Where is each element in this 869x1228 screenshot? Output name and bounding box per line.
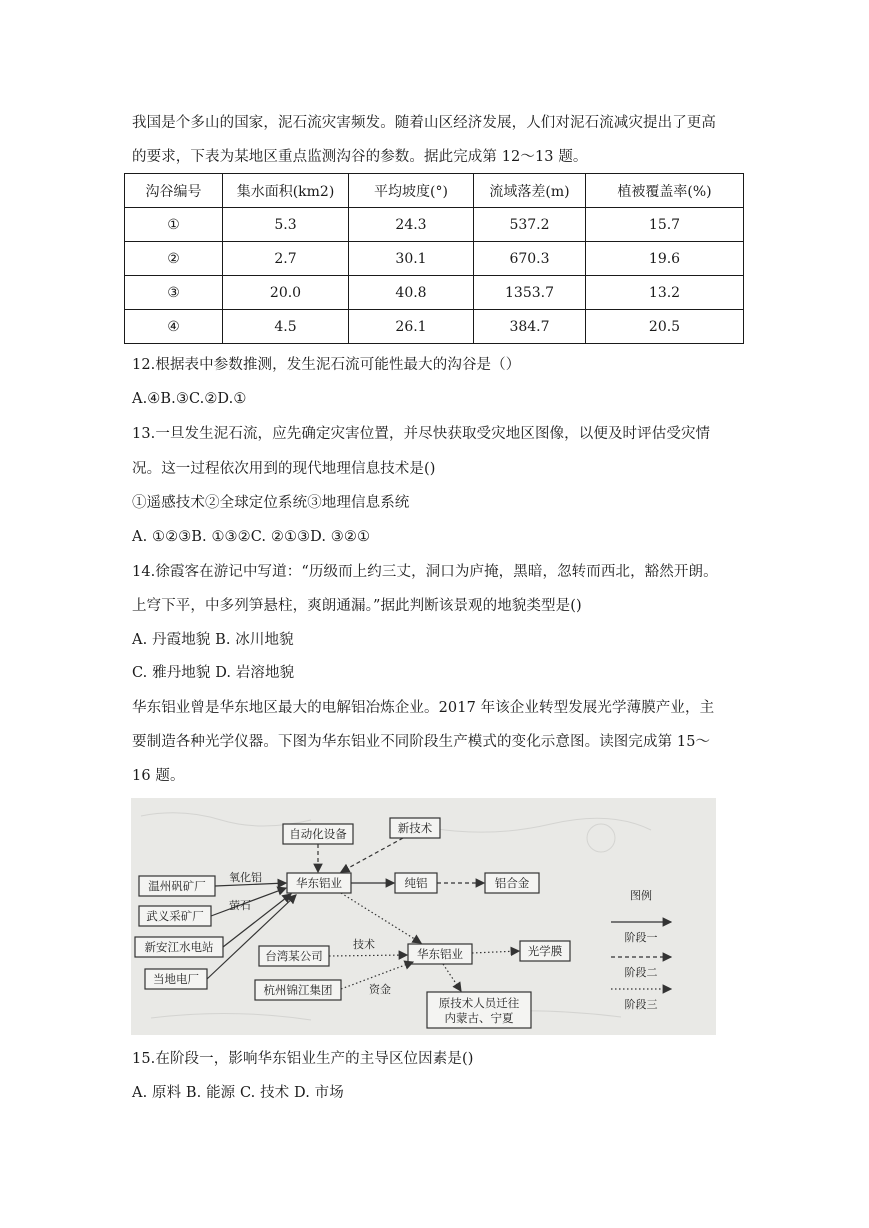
box-label: 华东铝业 bbox=[417, 947, 463, 961]
table-cell: 40.8 bbox=[349, 276, 474, 310]
box-label: 内蒙古、宁夏 bbox=[444, 1011, 514, 1025]
table-cell: 670.3 bbox=[474, 242, 586, 276]
question-14-options: A. 丹霞地貌 B. 冰川地貌 bbox=[132, 632, 294, 648]
box-label: 杭州锦江集团 bbox=[263, 983, 333, 997]
table-cell: 4.5 bbox=[223, 310, 349, 344]
table-cell: 5.3 bbox=[223, 208, 349, 242]
legend-title: 图例 bbox=[630, 889, 652, 902]
legend-stage3: 阶段三 bbox=[624, 998, 658, 1011]
question-15-stem: 15.在阶段一，影响华东铝业生产的主导区位因素是() bbox=[132, 1051, 474, 1067]
box-aluminum-alloy bbox=[485, 873, 539, 893]
table-row bbox=[125, 310, 744, 344]
table-cell: ③ bbox=[125, 276, 223, 310]
legend-stage1: 阶段一 bbox=[624, 931, 658, 944]
gully-parameter-table bbox=[124, 173, 744, 344]
table-cell: 19.6 bbox=[586, 242, 744, 276]
legend bbox=[611, 888, 671, 1011]
intro-paragraph-line: 要制造各种光学仪器。下图为华东铝业不同阶段生产模式的变化示意图。读图完成第 15～ bbox=[132, 734, 711, 750]
table-cell: 2.7 bbox=[223, 242, 349, 276]
intro-paragraph-line: 我国是个多山的国家，泥石流灾害频发。随着山区经济发展，人们对泥石流减灾提出了更高 bbox=[132, 115, 716, 131]
question-13-options: A. ①②③B. ①③②C. ②①③D. ③②① bbox=[132, 529, 371, 545]
box-wuyi-mining-plant bbox=[139, 906, 211, 926]
table-header-cell: 集水面积(km2) bbox=[223, 174, 349, 208]
question-13-stem: 况。这一过程依次用到的现代地理信息技术是() bbox=[132, 461, 436, 477]
box-new-technology bbox=[390, 818, 440, 838]
table-cell: 24.3 bbox=[349, 208, 474, 242]
question-15-options: A. 原料 B. 能源 C. 技术 D. 市场 bbox=[132, 1085, 344, 1101]
table-cell: 15.7 bbox=[586, 208, 744, 242]
label-fluorite: 萤石 bbox=[229, 899, 251, 912]
question-12-options: A.④B.③C.②D.① bbox=[132, 391, 247, 407]
box-wenzhou-alum-mine bbox=[139, 876, 215, 896]
table-header-cell: 植被覆盖率(%) bbox=[586, 174, 744, 208]
table-cell: 13.2 bbox=[586, 276, 744, 310]
box-label: 铝合金 bbox=[494, 876, 530, 890]
question-13-items: ①遥感技术②全球定位系统③地理信息系统 bbox=[132, 495, 410, 511]
box-optical-film bbox=[520, 941, 570, 961]
box-label: 温州矾矿厂 bbox=[148, 879, 206, 893]
box-xinanjiang-hydropower bbox=[135, 937, 223, 957]
table-cell: 1353.7 bbox=[474, 276, 586, 310]
question-13-stem: 13.一旦发生泥石流，应先确定灾害位置，并尽快获取受灾地区图像，以便及时评估受灾情 bbox=[132, 426, 711, 442]
table-header-cell: 沟谷编号 bbox=[125, 174, 223, 208]
box-taiwan-company bbox=[259, 946, 329, 966]
question-14-options: C. 雅丹地貌 D. 岩溶地貌 bbox=[132, 665, 295, 681]
box-label: 新安江水电站 bbox=[144, 940, 214, 954]
intro-paragraph-line: 的要求，下表为某地区重点监测沟谷的参数。据此完成第 12～13 题。 bbox=[132, 149, 588, 165]
table-header-cell: 平均坡度(°) bbox=[349, 174, 474, 208]
table-cell: 20.0 bbox=[223, 276, 349, 310]
table-header-cell: 流域落差(m) bbox=[474, 174, 586, 208]
box-label: 原技术人员迁往 bbox=[438, 996, 520, 1010]
box-label: 台湾某公司 bbox=[265, 949, 323, 963]
table-row bbox=[125, 242, 744, 276]
question-14-stem: 上穹下平，中多列笋悬柱，爽朗通漏。”据此判断该景观的地貌类型是() bbox=[132, 598, 582, 614]
production-mode-diagram bbox=[131, 798, 716, 1035]
table-cell: 537.2 bbox=[474, 208, 586, 242]
box-label: 光学膜 bbox=[527, 944, 563, 958]
intro-paragraph-line: 华东铝业曾是华东地区最大的电解铝冶炼企业。2017 年该企业转型发展光学薄膜产业，主 bbox=[132, 700, 715, 716]
question-12-stem: 12.根据表中参数推测，发生泥石流可能性最大的沟谷是（） bbox=[132, 357, 521, 373]
box-huadong-aluminum-stage3 bbox=[408, 944, 472, 964]
table-header-row bbox=[125, 174, 744, 208]
box-label: 自动化设备 bbox=[289, 827, 347, 841]
table-row bbox=[125, 276, 744, 310]
box-local-power-plant bbox=[145, 969, 207, 989]
label-capital: 资金 bbox=[369, 983, 391, 996]
box-label: 华东铝业 bbox=[296, 876, 342, 890]
box-staff-relocation bbox=[427, 992, 531, 1028]
box-automation-equipment bbox=[283, 824, 353, 844]
question-14-stem: 14.徐霞客在游记中写道：“历级而上约三丈，洞口为庐掩，黑暗，忽转而西北，豁然开朗。 bbox=[132, 564, 718, 580]
label-alumina: 氧化铝 bbox=[229, 871, 262, 884]
intro-paragraph-line: 16 题。 bbox=[132, 768, 185, 784]
table-cell: 20.5 bbox=[586, 310, 744, 344]
table-cell: 26.1 bbox=[349, 310, 474, 344]
table-cell: ① bbox=[125, 208, 223, 242]
table-cell: ④ bbox=[125, 310, 223, 344]
box-label: 纯铝 bbox=[404, 876, 428, 890]
box-huadong-aluminum-stage1 bbox=[287, 873, 351, 893]
table-cell: 30.1 bbox=[349, 242, 474, 276]
label-technology: 技术 bbox=[353, 938, 375, 951]
table-cell: ② bbox=[125, 242, 223, 276]
box-label: 武义采矿厂 bbox=[146, 909, 204, 923]
box-pure-aluminum bbox=[395, 873, 437, 893]
table-cell: 384.7 bbox=[474, 310, 586, 344]
table-row bbox=[125, 208, 744, 242]
legend-stage2: 阶段二 bbox=[624, 966, 658, 979]
box-label: 当地电厂 bbox=[153, 972, 199, 986]
box-label: 新技术 bbox=[397, 821, 433, 835]
box-hangzhou-jinjiang-group bbox=[255, 980, 341, 1000]
